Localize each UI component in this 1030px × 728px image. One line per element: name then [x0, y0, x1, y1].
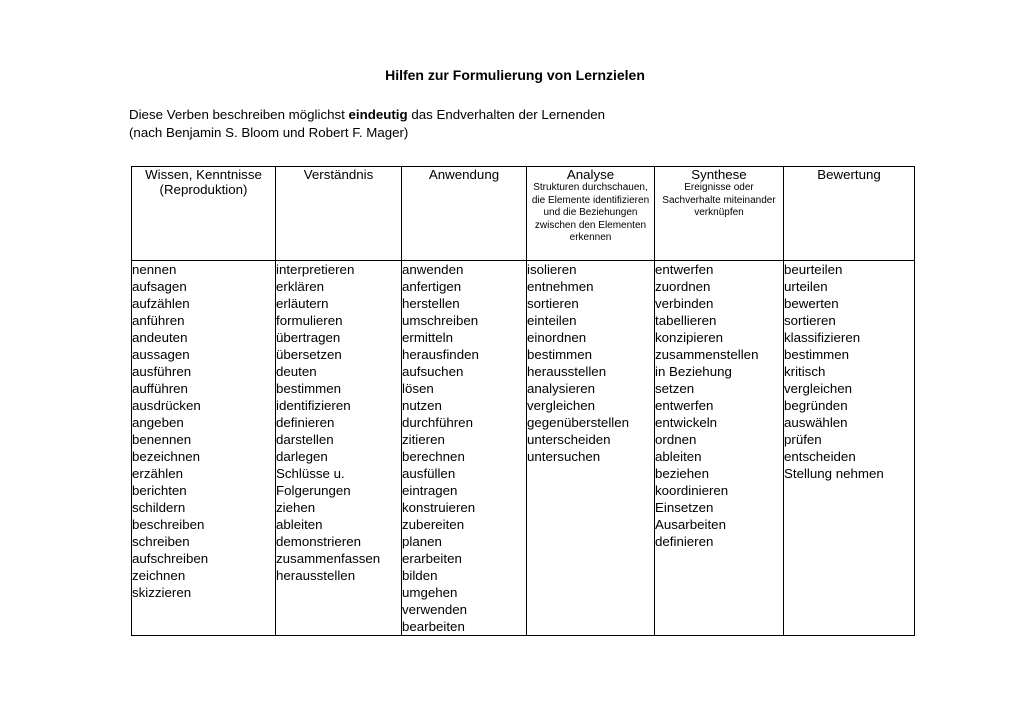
- verb-item: koordinieren: [655, 483, 729, 498]
- verb-item: beurteilen: [784, 262, 843, 277]
- verb-item: herstellen: [402, 296, 460, 311]
- verb-item: durchführen: [402, 415, 473, 430]
- verb-item: übertragen: [276, 330, 341, 345]
- verb-item: umgehen: [402, 585, 458, 600]
- verb-item: skizzieren: [132, 585, 192, 600]
- verb-item: gegenüberstellen: [527, 415, 630, 430]
- verb-item: zusammenstellen: [655, 347, 759, 362]
- header-verstaendnis: [276, 167, 402, 261]
- verb-item: aussagen: [132, 347, 190, 362]
- verb-item: einteilen: [527, 313, 577, 328]
- verb-item: isolieren: [527, 262, 577, 277]
- verb-item: analysieren: [527, 381, 596, 396]
- verb-item: bestimmen: [527, 347, 593, 362]
- header-title: Synthese: [691, 167, 747, 182]
- verb-item: angeben: [132, 415, 184, 430]
- verb-item: entwickeln: [655, 415, 718, 430]
- verb-item: setzen: [655, 381, 695, 396]
- intro-emphasis: eindeutig: [348, 107, 408, 122]
- verb-item: sortieren: [784, 313, 836, 328]
- verb-item: zuordnen: [655, 279, 711, 294]
- verb-item: erklären: [276, 279, 325, 294]
- verb-item: zitieren: [402, 432, 445, 447]
- header-anwendung: [402, 167, 527, 261]
- intro-line-1-end: das Endverhalten der Lernenden: [407, 107, 606, 122]
- header-row: [132, 167, 915, 261]
- verb-item: schreiben: [132, 534, 190, 549]
- verb-item: sortieren: [527, 296, 579, 311]
- verb-item: beschreiben: [132, 517, 205, 532]
- verb-list-synthese: [655, 261, 784, 636]
- verb-item: entwerfen: [655, 262, 714, 277]
- verb-item: vergleichen: [527, 398, 596, 413]
- verb-item: kritisch: [784, 364, 826, 379]
- verb-item: ausführen: [132, 364, 192, 379]
- verb-item: aufschreiben: [132, 551, 209, 566]
- verb-item: schildern: [132, 500, 186, 515]
- verb-list-analyse: [527, 261, 655, 636]
- verb-item: urteilen: [784, 279, 828, 294]
- verb-item: anführen: [132, 313, 185, 328]
- verb-item: erzählen: [132, 466, 184, 481]
- verb-item: herausstellen: [527, 364, 607, 379]
- verb-item: identifizieren: [276, 398, 351, 413]
- verb-list-wissen: [132, 261, 276, 636]
- verb-item: ziehen: [276, 500, 316, 515]
- header-bewertung: [784, 167, 915, 261]
- verb-item: klassifizieren: [784, 330, 861, 345]
- verb-item: bewerten: [784, 296, 839, 311]
- header-title-secondary: (Reproduktion): [159, 182, 248, 197]
- verb-item: herausstellen: [276, 568, 356, 583]
- verb-item: benennen: [132, 432, 192, 447]
- verb-item: ordnen: [655, 432, 697, 447]
- verb-item: nutzen: [402, 398, 442, 413]
- verb-item: ableiten: [276, 517, 323, 532]
- verb-item: definieren: [276, 415, 335, 430]
- verb-item: definieren: [655, 534, 714, 549]
- header-title: Verständnis: [303, 167, 374, 182]
- verb-item: aufsagen: [132, 279, 187, 294]
- verb-item: übersetzen: [276, 347, 342, 362]
- verb-item: umschreiben: [402, 313, 479, 328]
- verb-item: aufsuchen: [402, 364, 464, 379]
- verbs-row: [132, 261, 915, 636]
- verb-item: ermitteln: [402, 330, 453, 345]
- verb-item: beziehen: [655, 466, 709, 481]
- verb-item: entscheiden: [784, 449, 856, 464]
- verb-item: berechnen: [402, 449, 465, 464]
- verb-item: demonstrieren: [276, 534, 361, 549]
- verb-item: andeuten: [132, 330, 188, 345]
- intro-text: [129, 106, 605, 142]
- verb-item: begründen: [784, 398, 848, 413]
- header-synthese: [655, 167, 784, 261]
- verb-item: entnehmen: [527, 279, 594, 294]
- header-title: Wissen, Kenntnisse: [145, 167, 262, 182]
- header-description: Strukturen durchschauen, die Elemente identifizieren und die Beziehungen zwischen den Elementen erkennen: [531, 182, 650, 243]
- intro-line-2: (nach Benjamin S. Bloom und Robert F. Mager): [129, 125, 409, 140]
- header-wissen: [132, 167, 276, 261]
- verb-item: verbinden: [655, 296, 714, 311]
- verb-item: verwenden: [402, 602, 468, 617]
- verb-item: bearbeiten: [402, 619, 465, 634]
- verb-item: eintragen: [402, 483, 458, 498]
- verb-item: zeichnen: [132, 568, 186, 583]
- verb-item: Einsetzen: [655, 500, 714, 515]
- verb-item: darlegen: [276, 449, 328, 464]
- intro-line-1-start: Diese Verben beschreiben möglichst: [129, 107, 349, 122]
- verb-item: vergleichen: [784, 381, 853, 396]
- header-title: Analyse: [566, 167, 615, 182]
- verb-item: aufzählen: [132, 296, 190, 311]
- verb-item: auswählen: [784, 415, 848, 430]
- verb-item: darstellen: [276, 432, 334, 447]
- verb-item: erläutern: [276, 296, 329, 311]
- verb-item: bestimmen: [784, 347, 850, 362]
- header-description: Ereignisse oder Sachverhalte miteinander verknüpfen: [662, 182, 776, 218]
- verb-item: lösen: [402, 381, 434, 396]
- verb-item: bezeichnen: [132, 449, 201, 464]
- verb-item: berichten: [132, 483, 187, 498]
- intro-line-1: [129, 106, 605, 124]
- verb-item: bestimmen: [276, 381, 342, 396]
- verb-item: prüfen: [784, 432, 822, 447]
- header-title: Anwendung: [428, 167, 500, 182]
- verb-item: konzipieren: [655, 330, 724, 345]
- header-title: Bewertung: [817, 167, 881, 182]
- verb-item: bilden: [402, 568, 438, 583]
- verb-item: untersuchen: [527, 449, 601, 464]
- verb-item: planen: [402, 534, 442, 549]
- verb-item: deuten: [276, 364, 317, 379]
- verb-item: Ausarbeiten: [655, 517, 726, 532]
- verb-item: ausdrücken: [132, 398, 201, 413]
- verb-item: unterscheiden: [527, 432, 611, 447]
- verb-item: zusammenfassen: [276, 551, 381, 566]
- verb-item: formulieren: [276, 313, 343, 328]
- page-title: Hilfen zur Formulierung von Lernzielen: [385, 67, 645, 83]
- verb-item: in Beziehung: [655, 364, 732, 379]
- verb-item: entwerfen: [655, 398, 714, 413]
- verb-item: tabellieren: [655, 313, 717, 328]
- verb-table: [131, 166, 915, 636]
- verb-item: ausfüllen: [402, 466, 456, 481]
- verb-item: aufführen: [132, 381, 188, 396]
- verb-item: interpretieren: [276, 262, 355, 277]
- verb-item: Folgerungen: [276, 483, 351, 498]
- verb-item: herausfinden: [402, 347, 479, 362]
- header-analyse: [527, 167, 655, 261]
- verb-item: erarbeiten: [402, 551, 462, 566]
- verb-item: nennen: [132, 262, 177, 277]
- verb-item: anfertigen: [402, 279, 462, 294]
- verb-item: Stellung nehmen: [784, 466, 884, 481]
- verb-item: Schlüsse u.: [276, 466, 345, 481]
- verb-item: einordnen: [527, 330, 587, 345]
- verb-item: konstruieren: [402, 500, 476, 515]
- verb-list-bewertung: [784, 261, 915, 636]
- verb-list-verstaendnis: [276, 261, 402, 636]
- verb-item: anwenden: [402, 262, 464, 277]
- verb-list-anwendung: [402, 261, 527, 636]
- verb-item: zubereiten: [402, 517, 465, 532]
- verb-item: ableiten: [655, 449, 702, 464]
